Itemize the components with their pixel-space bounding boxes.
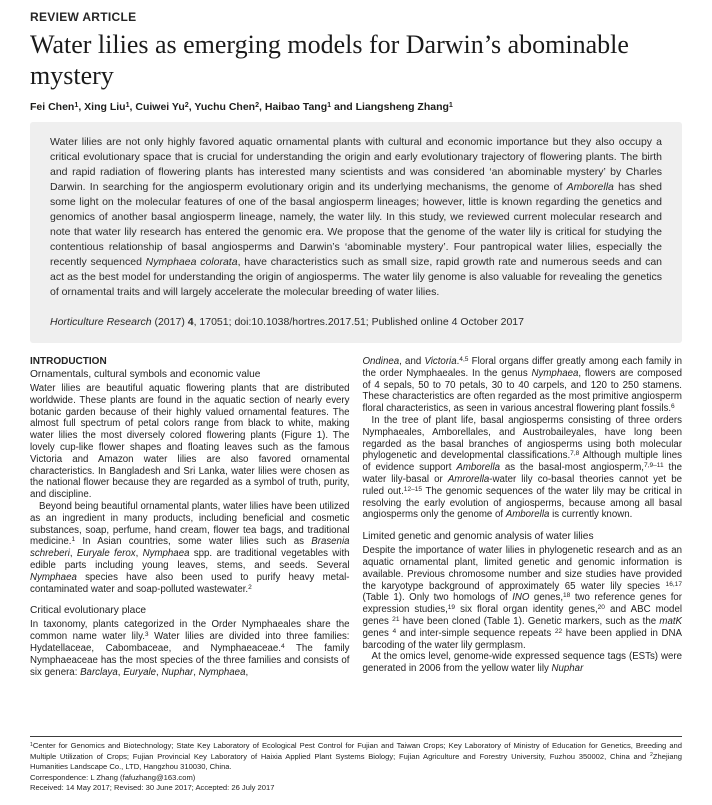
text-run: two reference genes for expression studies,: [362, 592, 682, 616]
text-run: In the tree of plant life, basal angiosperms consisting of three orders Nymphaeales, Amborellales, and Austrobaileyales, have long been regarded as the basal branches of angiosperms using both molecular phylogenetic and developmental classifications.: [362, 414, 682, 462]
text-run: (Table 1). Only two homologs of: [362, 592, 513, 604]
text-run: Euryale ferox: [76, 548, 136, 560]
text-run: have been cloned (Table 1). Genetic markers, such as the: [399, 615, 660, 627]
affiliations: [30, 741, 682, 773]
subsection-heading: [30, 605, 350, 617]
text-run: Center for Genomics and Biotechnology; State Key Laboratory of Ecological Pest Control for Fujian and Taiwan Crops; Key Laboratory of Ministry of Education for Genetics, Breeding and Multiple Utilization of Crops; Fujian Provincial Key Laboratory of Haixia Applied Plant Systems Biology; Fujian Agriculture and Forestry University, Fuzhou 350002, China and: [30, 741, 682, 761]
reference-superscript: 2: [248, 583, 252, 591]
text-run: ,: [69, 548, 77, 560]
text-run: have been applied in DNA barcoding of the water lily germplasm.: [362, 627, 682, 651]
text-run: At the omics level, genome-wide expressed sequence tags (ESTs) were generated in 2006 from the yellow water lily: [362, 651, 682, 675]
text-run: (2017): [151, 316, 188, 328]
text-run: ,: [156, 666, 162, 678]
paragraph: [363, 545, 683, 651]
text-run: , Xing Liu: [78, 101, 126, 113]
text-run: Nuphar: [161, 666, 194, 678]
footnote-section: [30, 736, 682, 794]
reference-superscript: 20: [597, 604, 605, 612]
text-run: and ABC model genes: [362, 604, 682, 627]
text-run: and inter-simple sequence repeats: [396, 627, 555, 639]
reference-superscript: 4,5: [459, 356, 469, 364]
text-run: Although multiple lines of evidence support: [362, 450, 682, 474]
reference-superscript: 4: [392, 627, 397, 635]
reference-superscript: 16,17: [665, 580, 682, 588]
text-run: Nymphaea: [198, 666, 246, 678]
right-column: [363, 356, 683, 678]
text-run: is currently known.: [549, 509, 633, 521]
text-run: Amrorella: [447, 473, 490, 485]
text-run: , Yuchu Chen: [188, 101, 256, 113]
text-run: Ornamentals, cultural symbols and economic value: [30, 369, 261, 380]
paragraph: [363, 415, 683, 521]
reference-superscript: 2: [255, 100, 260, 109]
reference-superscript: 1: [74, 100, 79, 109]
text-run: Amborella: [566, 181, 614, 193]
text-run: genes: [362, 627, 393, 639]
reference-superscript: 3: [144, 631, 149, 639]
text-run: ,: [135, 548, 143, 560]
text-run: Water lilies are divided into three families: Hydatellaceae, Cabombaceae, and Nymphaeaceae.: [30, 631, 350, 654]
text-run: Nymphaea colorata: [145, 256, 238, 268]
text-run: Barclaya: [80, 666, 118, 678]
abstract-box: [30, 122, 682, 343]
text-run: genes,: [529, 592, 564, 604]
text-run: species have also been used to purify heavy metal-contaminated water and soap-polluted wastewater.: [30, 571, 350, 595]
text-run: matK: [659, 615, 682, 627]
reference-superscript: 1: [30, 741, 33, 748]
text-run: .: [456, 356, 460, 367]
reference-superscript: 7,9–11: [643, 462, 664, 470]
received-dates: Received: 14 May 2017; Revised: 30 June 2017; Accepted: 26 July 2017: [30, 783, 275, 793]
text-run: Fei Chen: [30, 101, 75, 113]
text-run: Horticulture Research: [50, 316, 152, 328]
reference-superscript: 2: [649, 752, 653, 759]
body-columns: [30, 356, 682, 678]
text-run: Amborella: [505, 509, 550, 521]
text-run: Beyond being beautiful ornamental plants, water lilies have been utilized as an ingredient in many products, including beneficial and cosmetic substances, soap, perfume, hand cream, flower tea bags, and traditional medicine.: [30, 500, 350, 548]
text-run: Brasenia schreberi: [30, 536, 350, 560]
text-run: Water lilies are beautiful aquatic flowering plants that are distributed worldwide. These plants are found in the aquatic section of nearly every botanic garden because of their highly valued ornamental features. The almost full spectrum of petal colors range from black to white, making water lilies the most diversely colored flowering plants (Figure 1). The lovely cup-like flower shapes and floating leaves such as the famous Victoria and Amazon water lilies are also favored ornamental characteristics. In Bangladesh and Sri Lanka, water lilies were chosen as the national flower because they are regarded as a symbol of truth, purity, and discipline.: [30, 383, 350, 501]
reference-superscript: 21: [392, 615, 400, 623]
author-line: [30, 101, 682, 113]
reference-superscript: 1: [71, 536, 76, 544]
article-title: Water lilies as emerging models for Darwin’s abominable mystery: [30, 30, 629, 90]
subsection-heading: [30, 369, 350, 381]
text-run: Euryale: [123, 666, 157, 678]
text-run: ,: [117, 666, 124, 678]
text-run: Ondinea: [362, 356, 400, 367]
subsection-heading: [363, 531, 683, 543]
paragraph: [30, 619, 350, 678]
left-column: [30, 356, 350, 678]
text-run: 4: [187, 316, 194, 328]
reference-superscript: 1: [327, 100, 332, 109]
text-run: In Asian countries, some water lilies such as: [75, 536, 312, 548]
text-run: , Haibao Tang: [259, 101, 328, 113]
text-run: In taxonomy, plants categorized in the Order Nymphaeales share the common name water lily.: [30, 619, 350, 643]
text-run: six floral organ identity genes,: [455, 604, 598, 616]
text-run: -water lily co-basal theories cannot yet be ruled out.: [362, 473, 682, 497]
text-run: Zhejiang Humanities Landscape Co., LTD, Hangzhou 310030, China.: [30, 751, 682, 772]
reference-superscript: 7,8: [570, 450, 580, 458]
abstract-text: [50, 135, 662, 300]
text-run: Limited genetic and genomic analysis of water lilies: [362, 531, 594, 543]
paragraph: [363, 356, 683, 415]
text-run: INTRODUCTION: [30, 356, 107, 367]
text-run: as the basal-most angiosperm,: [500, 462, 644, 474]
text-run: and Liangsheng Zhang: [331, 101, 449, 113]
reference-superscript: 2: [184, 100, 189, 109]
text-run: , Cuiwei Yu: [129, 101, 185, 113]
article-type-label: REVIEW ARTICLE: [30, 10, 137, 24]
text-run: Nymphaea: [142, 548, 190, 560]
paragraph: [30, 383, 350, 501]
text-run: Despite the importance of water lilies in phylogenetic research and as an aquatic ornamental plant, limited genetic and genomic information is available. Previous chromosome number and size studies have provided the karyotype background of approximately 65 water lily species: [362, 545, 682, 592]
paragraph: [30, 501, 350, 595]
text-run: , and: [399, 356, 425, 367]
reference-superscript: 6: [671, 403, 675, 411]
text-run: the water lily-basal or: [362, 462, 682, 485]
text-run: Nymphaea: [531, 367, 579, 379]
text-run: Victoria: [424, 356, 457, 367]
text-run: The genomic sequences of the water lily may be critical in resolving the early evolution of angiosperms, because among all basal angiosperms only the genome of: [362, 485, 682, 521]
reference-superscript: 1: [125, 100, 130, 109]
paragraph: [363, 651, 683, 675]
correspondence-line: Correspondence: L Zhang (fafuzhang@163.com): [30, 772, 196, 782]
section-heading: [30, 356, 350, 368]
reference-superscript: 4: [281, 642, 285, 650]
text-run: , have characteristics such as small size, rapid growth rate and numerous seeds and can act as the best model for understanding the origin of angiosperms. The water lily genome is also valuable for revealing the genetics of ornamental traits and will largely accelerate the molecular breeding of water lilies.: [50, 256, 663, 298]
text-run: Critical evolutionary place: [30, 605, 147, 617]
text-run: INO: [512, 592, 530, 604]
reference-superscript: 18: [563, 592, 571, 600]
reference-superscript: 1: [448, 100, 453, 109]
text-run: Floral organs differ greatly among each family in the order Nymphaeales. In the genus: [362, 356, 682, 379]
reference-superscript: 19: [447, 604, 456, 612]
text-run: , 17051; doi:10.1038/hortres.2017.51; Published online 4 October 2017: [193, 316, 524, 328]
text-run: ,: [193, 666, 199, 678]
text-run: Amborella: [456, 462, 500, 474]
text-run: Nymphaea: [30, 571, 77, 583]
text-run: Nuphar: [551, 663, 584, 675]
reference-superscript: 12–15: [403, 485, 423, 493]
citation-line: [50, 315, 662, 330]
text-run: Water lilies are not only highly favored aquatic ornamental plants with cultural and economic importance but they also occupy a critical evolutionary space that is crucial for understanding the origin and early evolutionary trajectory of flowering plants. The birth and rapid radiation of flowering plants has interested many scientists and was considered ‘an abominable mystery’ by Charles Darwin. In searching for the angiosperm evolutionary origin and its underlying mechanisms, the genome of: [50, 136, 662, 193]
text-run: has shed some light on the molecular features of one of the basal angiosperm lineages; however, little is known regarding the genetics and genomics of another basal angiosperm lineage, namely, the water lily. In this study, we reviewed current molecular research and note that water lily research has entered the genomic era. We propose that the genome of the water lily is critical for studying the contentious relationship of basal angiosperms and Darwin’s ‘abominable mystery’. Four pantropical water lilies, especially the recently sequenced: [50, 181, 662, 268]
text-run: spp. are traditional vegetables with edible parts including young leaves, stems, and seeds. Several: [30, 548, 350, 571]
text-run: The family Nymphaeaceae has the most species of the three families and consists of six genera:: [30, 642, 350, 678]
text-run: ,: [245, 666, 249, 678]
text-run: , flowers are composed of 4 sepals, 50 to 70 petals, 30 to 40 carpels, and 120 to 250 stamens. These characteristics are often regarded as the most primitive angiosperm floral characteristics, as seen in various ancestral flowering plant fossils.: [362, 367, 682, 415]
reference-superscript: 22: [554, 627, 563, 635]
